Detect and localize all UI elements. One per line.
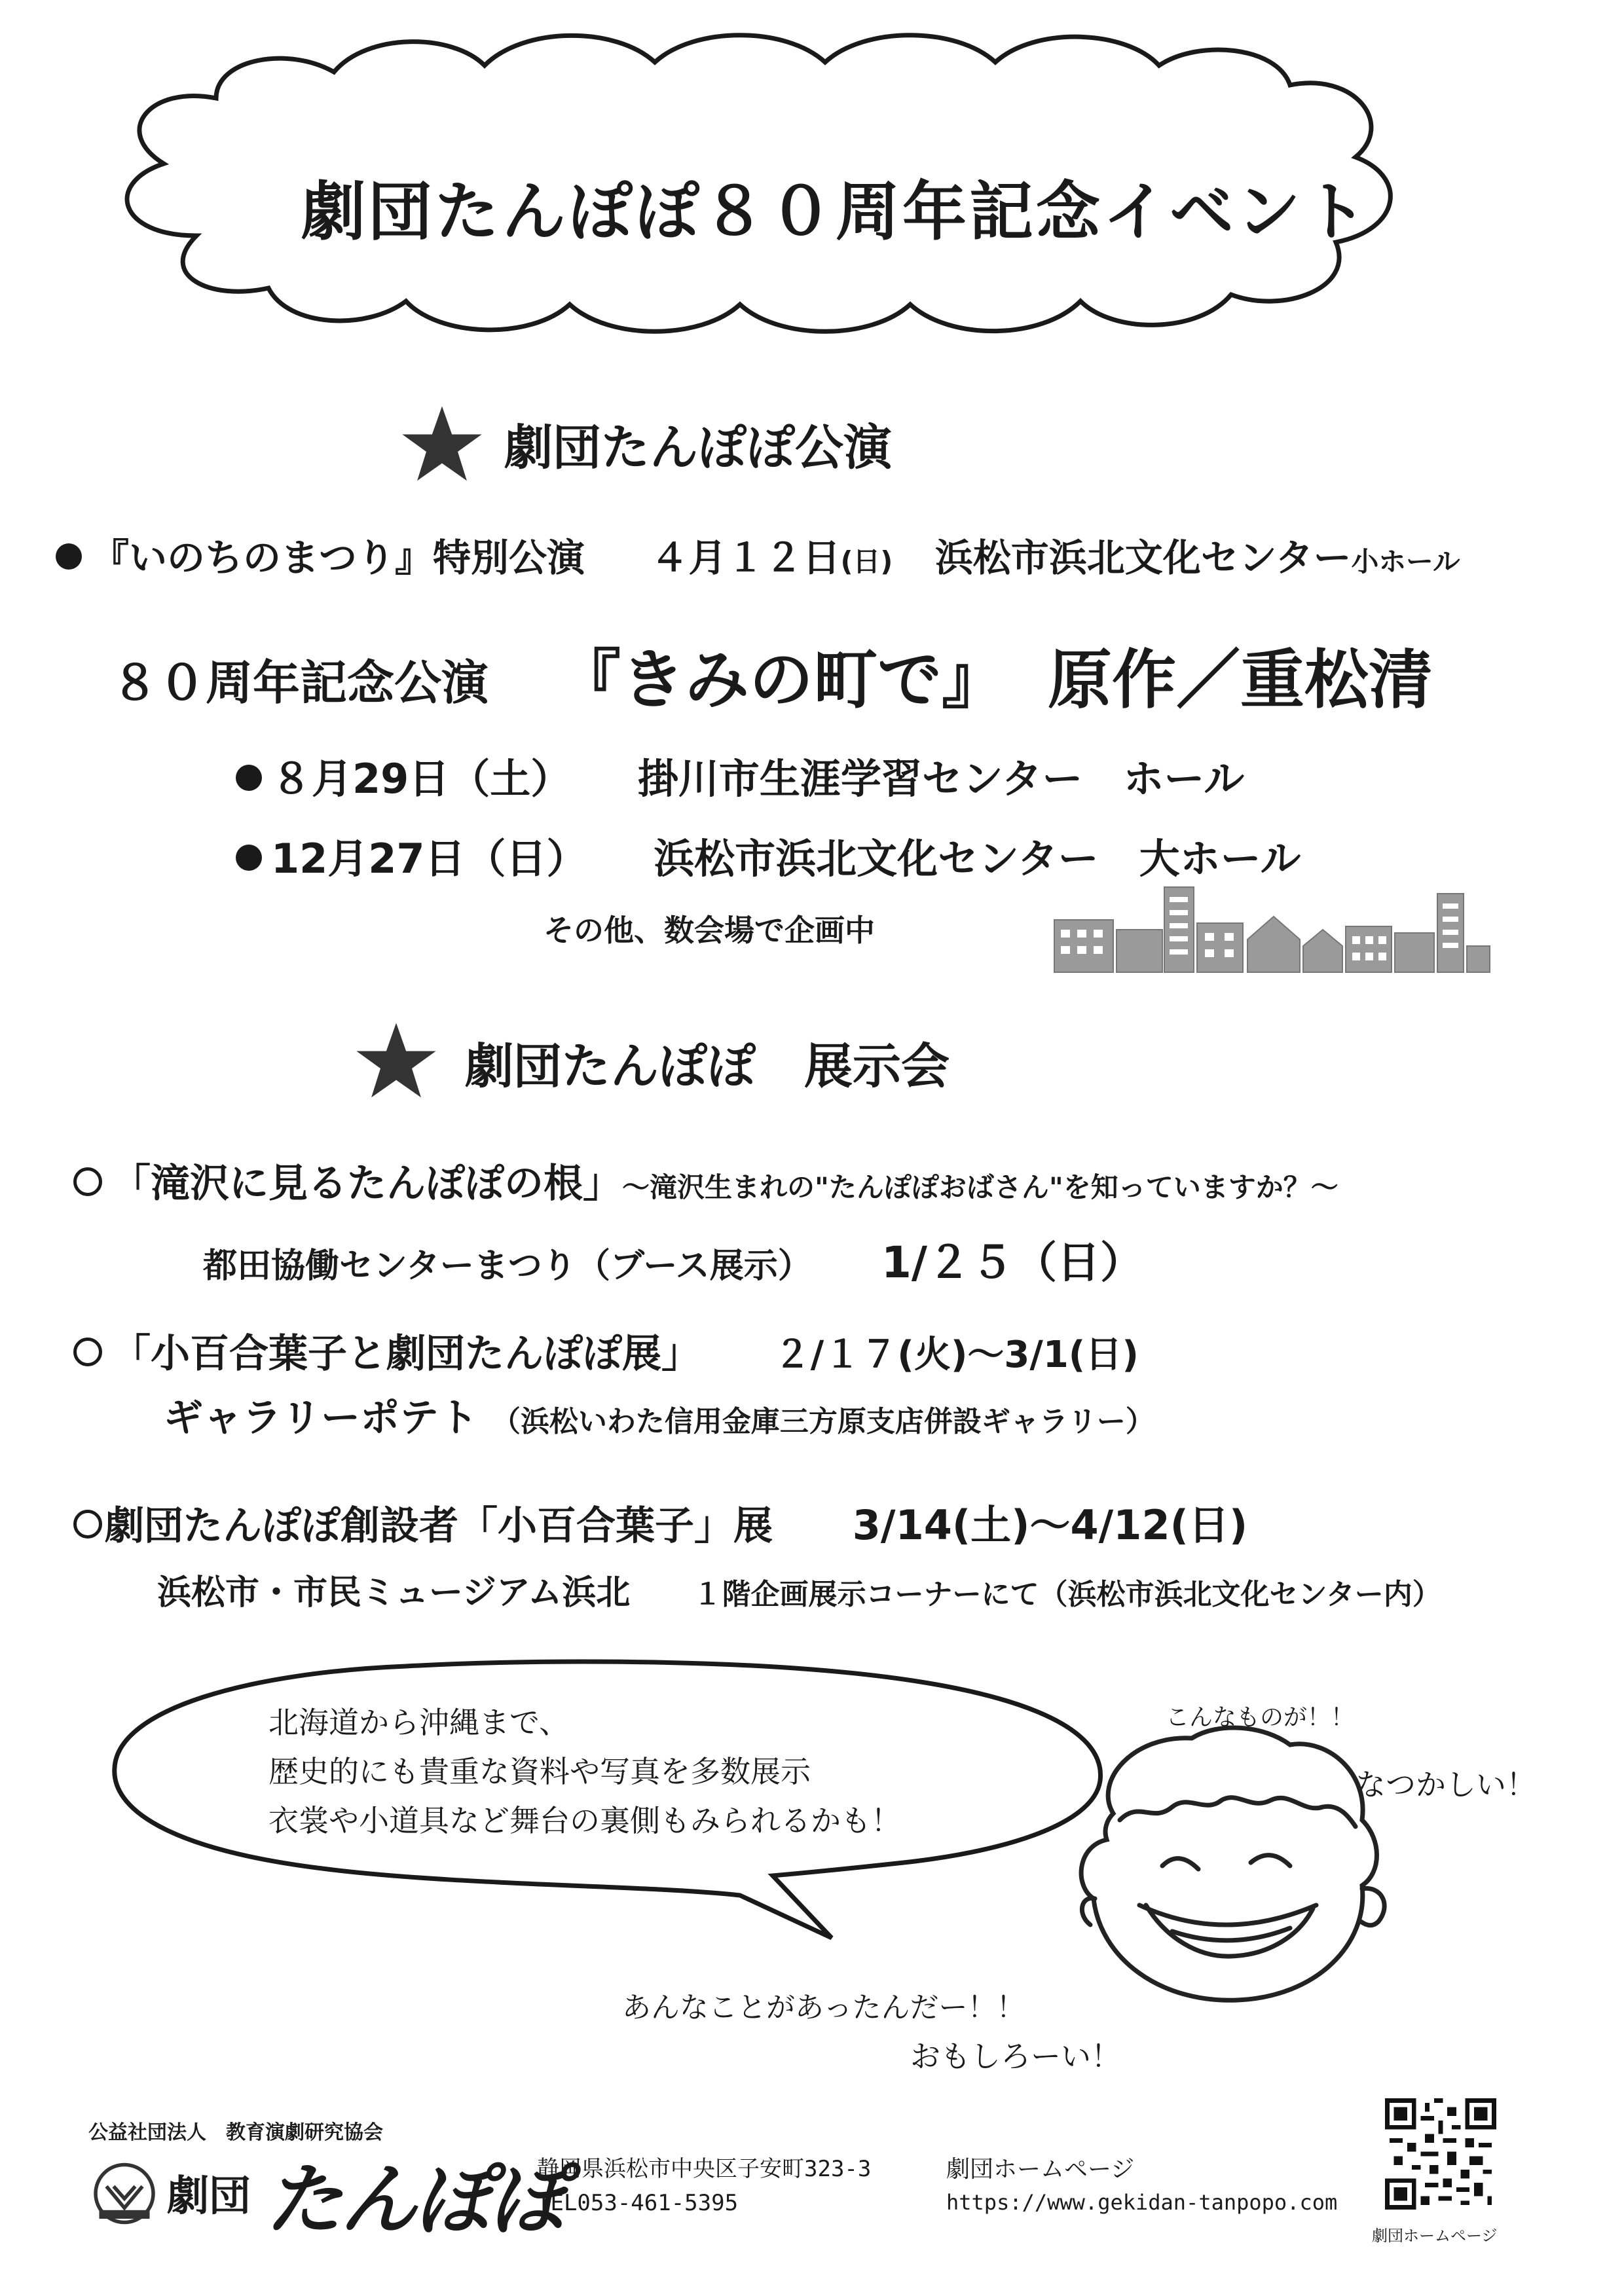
- exhibition-2-title-line: [73, 1322, 1139, 1379]
- speech-line-2: 歴史的にも貴重な資料や写真を多数展示: [268, 1754, 811, 1789]
- city-skyline-illustration: [1048, 874, 1493, 979]
- anniversary-label: ８０周年記念公演: [111, 655, 489, 710]
- exhibition-3-place-note: １階企画展示コーナーにて（浜松市浜北文化センター内）: [693, 1578, 1441, 1611]
- exhibition-1-date: 1/２５（日）: [881, 1237, 1144, 1288]
- tanpopo-logo-icon: [88, 2154, 160, 2229]
- performances-heading: 劇団たんぽぽ公演: [504, 420, 892, 476]
- exclamation-top: こんなものが！！: [1166, 1704, 1355, 1731]
- exhibition-2-title: 「小百合葉子と劇団たんぽぽ展」: [111, 1331, 701, 1377]
- anniversary-credit: 原作／重松清: [1048, 643, 1433, 718]
- anniversary-work: 『きみの町で』: [557, 643, 1006, 718]
- footer-tel: TEL053-461-5395: [537, 2190, 739, 2216]
- qr-code-icon[interactable]: [1385, 2098, 1496, 2210]
- show-1-date: ８月29日（土）: [271, 755, 572, 803]
- show-1-venue: 掛川市生涯学習センター ホール: [637, 755, 1245, 803]
- show-1: [236, 746, 1244, 805]
- page-title: 劇団たんぽぽ８０周年記念イベント: [301, 175, 1371, 249]
- bullet-circle-icon: [73, 1510, 102, 1539]
- exhibition-2-date: ２/１７(火)～3/1(日): [773, 1334, 1139, 1376]
- footer-logo-prefix: 劇団: [167, 2172, 251, 2221]
- special-performance: 『いのちのまつり』特別公演 ４月１２日(日) 浜松市浜北文化センター小ホール: [56, 527, 1460, 582]
- bullet-dot-icon: [236, 845, 262, 871]
- exhibitions-heading: 劇団たんぽぽ 展示会: [465, 1038, 950, 1095]
- footer-hp-label: 劇団ホームページ: [946, 2156, 1135, 2183]
- show-2-venue: 浜松市浜北文化センター 大ホール: [654, 835, 1301, 883]
- exclamation-bottom-1: あんなことがあったんだー！！: [622, 1991, 1025, 2024]
- speech-line-1: 北海道から沖縄まで、: [268, 1705, 570, 1740]
- bullet-circle-icon: [73, 1167, 102, 1196]
- footer-logo-name: たんぽぽ: [265, 2155, 564, 2245]
- exhibition-3-date: 3/14(土)～4/12(日): [852, 1501, 1248, 1549]
- exhibition-1-title-line: [73, 1152, 1338, 1209]
- show-2-date: 12月27日（日）: [271, 835, 587, 883]
- exhibition-2-place: ギャラリーポテト: [164, 1395, 478, 1441]
- special-weekday: (日): [840, 545, 893, 577]
- exhibition-3-place: 浜松市・市民ミュージアム浜北: [157, 1573, 631, 1613]
- exclamation-bottom-2: おもしろーい！: [910, 2039, 1121, 2074]
- exclamation-right: なつかしい！: [1356, 1767, 1536, 1802]
- speech-line-3: 衣裳や小道具など舞台の裏側もみられるかも！: [268, 1803, 901, 1838]
- special-date: ４月１２日: [650, 536, 841, 580]
- footer-url-link[interactable]: https://www.gekidan-tanpopo.com: [946, 2190, 1338, 2215]
- exhibition-1-title: 「滝沢に見るたんぽぽの根」: [111, 1161, 622, 1207]
- exhibition-1-place: 都田協働センターまつり（ブース展示）: [203, 1247, 812, 1286]
- smiling-face-illustration: [1041, 1709, 1408, 2016]
- bullet-circle-icon: [73, 1338, 102, 1366]
- special-hall: 小ホール: [1351, 545, 1460, 577]
- special-venue: 浜松市浜北文化センター: [934, 536, 1352, 580]
- star-icon: [399, 405, 485, 486]
- exhibition-2-place-note: （浜松いわた信用金庫三方原支店併設ギャラリー）: [491, 1405, 1154, 1438]
- footer-org-type: 公益社団法人 教育演劇研究協会: [88, 2121, 383, 2144]
- exhibition-1-detail: [203, 1228, 1143, 1290]
- exhibition-3-title-line: [73, 1493, 1247, 1551]
- exhibition-3-title: 劇団たんぽぽ創設者「小百合葉子」展: [105, 1503, 773, 1549]
- bullet-dot-icon: [56, 543, 82, 570]
- qr-caption: 劇団ホームページ: [1372, 2227, 1498, 2245]
- exhibition-3-detail: [157, 1565, 1441, 1614]
- footer-address: 静岡県浜松市中央区子安町323-3: [537, 2156, 872, 2182]
- performances-note: その他、数会場で企画中: [544, 913, 875, 948]
- bullet-dot-icon: [236, 765, 262, 791]
- exhibition-2-detail: [164, 1387, 1154, 1443]
- star-icon: [354, 1021, 439, 1102]
- exhibition-1-subtitle: ～滝沢生まれの"たんぽぽおばさん"を知っていますか？～: [622, 1171, 1338, 1203]
